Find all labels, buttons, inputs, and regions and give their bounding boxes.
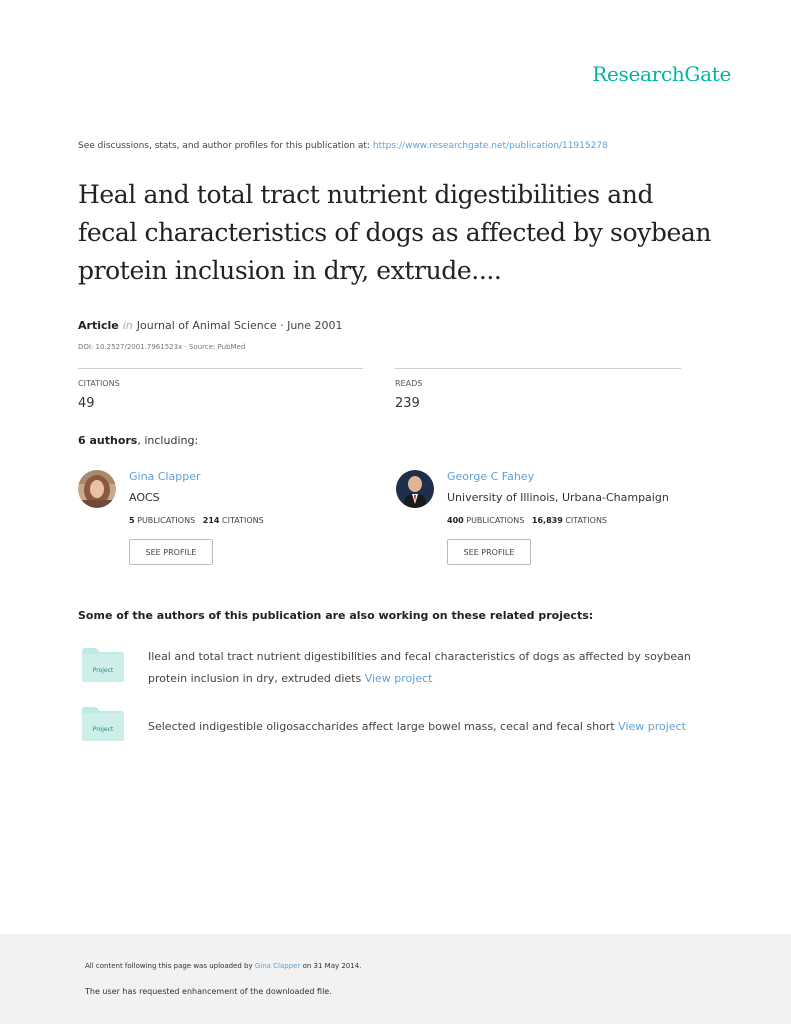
publications-label: PUBLICATIONS [466, 516, 525, 525]
author-affiliation: University of Illinois, Urbana-Champaign [447, 491, 669, 504]
publications-count: 400 [447, 516, 464, 525]
author-avatar-george-fahey[interactable] [396, 470, 434, 508]
author-stats [129, 516, 264, 525]
author-stats [447, 516, 607, 525]
authors-heading [78, 434, 198, 447]
project-icon-label: Project [92, 667, 114, 674]
discussion-line [78, 141, 608, 151]
see-profile-button-gina-clapper[interactable]: SEE PROFILE [129, 539, 213, 565]
researchgate-logo[interactable]: ResearchGate [592, 62, 731, 86]
journal-date: Journal of Animal Science · June 2001 [136, 319, 343, 332]
avatar-photo-icon [396, 470, 434, 508]
publication-link[interactable]: https://www.researchgate.net/publication/11915278 [372, 141, 608, 151]
upload-note [85, 962, 361, 970]
citations-label: CITATIONS [78, 379, 120, 388]
reads-divider [395, 368, 681, 369]
view-project-link[interactable]: View project [364, 672, 433, 685]
in-separator: in [122, 319, 133, 332]
project-title: Ileal and total tract nutrient digestibilities and fecal characteristics of dogs as affected by soybean protein inclusion in dry, extruded diets [148, 650, 691, 685]
publications-label: PUBLICATIONS [137, 516, 196, 525]
see-profile-button-george-fahey[interactable]: SEE PROFILE [447, 539, 531, 565]
publication-title: Heal and total tract nutrient digestibilities and fecal characteristics of dogs as affected by soybean protein inclusion in dry, extrude.... [78, 180, 712, 285]
doi-source: DOI: 10.2527/2001.7961523x · Source: PubMed [78, 343, 246, 351]
project-item [148, 646, 708, 690]
related-projects-heading: Some of the authors of this publication are also working on these related projects: [78, 609, 594, 622]
view-project-link[interactable]: View project [618, 720, 686, 733]
footer-bar [0, 934, 791, 1024]
discussion-text: See discussions, stats, and author profiles for this publication at: [78, 141, 373, 151]
upload-prefix: All content following this page was uploaded by [85, 962, 255, 970]
upload-suffix: on 31 May 2014. [300, 962, 362, 970]
project-item [148, 716, 708, 738]
uploader-link[interactable]: Gina Clapper [254, 962, 301, 970]
author-citations-count: 214 [202, 516, 220, 525]
authors-count: 6 authors [78, 434, 138, 447]
project-title: Selected indigestible oligosaccharides affect large bowel mass, cecal and fecal short [148, 720, 619, 733]
author-citations-label: CITATIONS [222, 516, 264, 525]
author-citations-count: 16,839 [531, 516, 563, 525]
author-avatar-gina-clapper[interactable] [78, 470, 116, 508]
author-citations-label: CITATIONS [565, 516, 608, 525]
reads-label: READS [395, 379, 423, 388]
project-folder-icon[interactable] [82, 648, 124, 682]
article-type: Article [78, 319, 119, 332]
publications-count: 5 [129, 516, 135, 525]
enhancement-note: The user has requested enhancement of the downloaded file. [85, 987, 332, 996]
project-icon-label: Project [92, 726, 114, 733]
author-name-gina-clapper[interactable]: Gina Clapper [129, 470, 201, 483]
authors-suffix: , including: [137, 434, 199, 447]
publication-meta [78, 319, 343, 332]
project-folder-icon[interactable] [82, 707, 124, 741]
author-affiliation: AOCS [129, 491, 160, 504]
author-name-george-fahey[interactable]: George C Fahey [447, 470, 535, 483]
citations-divider [78, 368, 363, 369]
citations-value: 49 [78, 396, 95, 411]
reads-value: 239 [395, 396, 420, 411]
avatar-photo-icon [78, 470, 116, 508]
